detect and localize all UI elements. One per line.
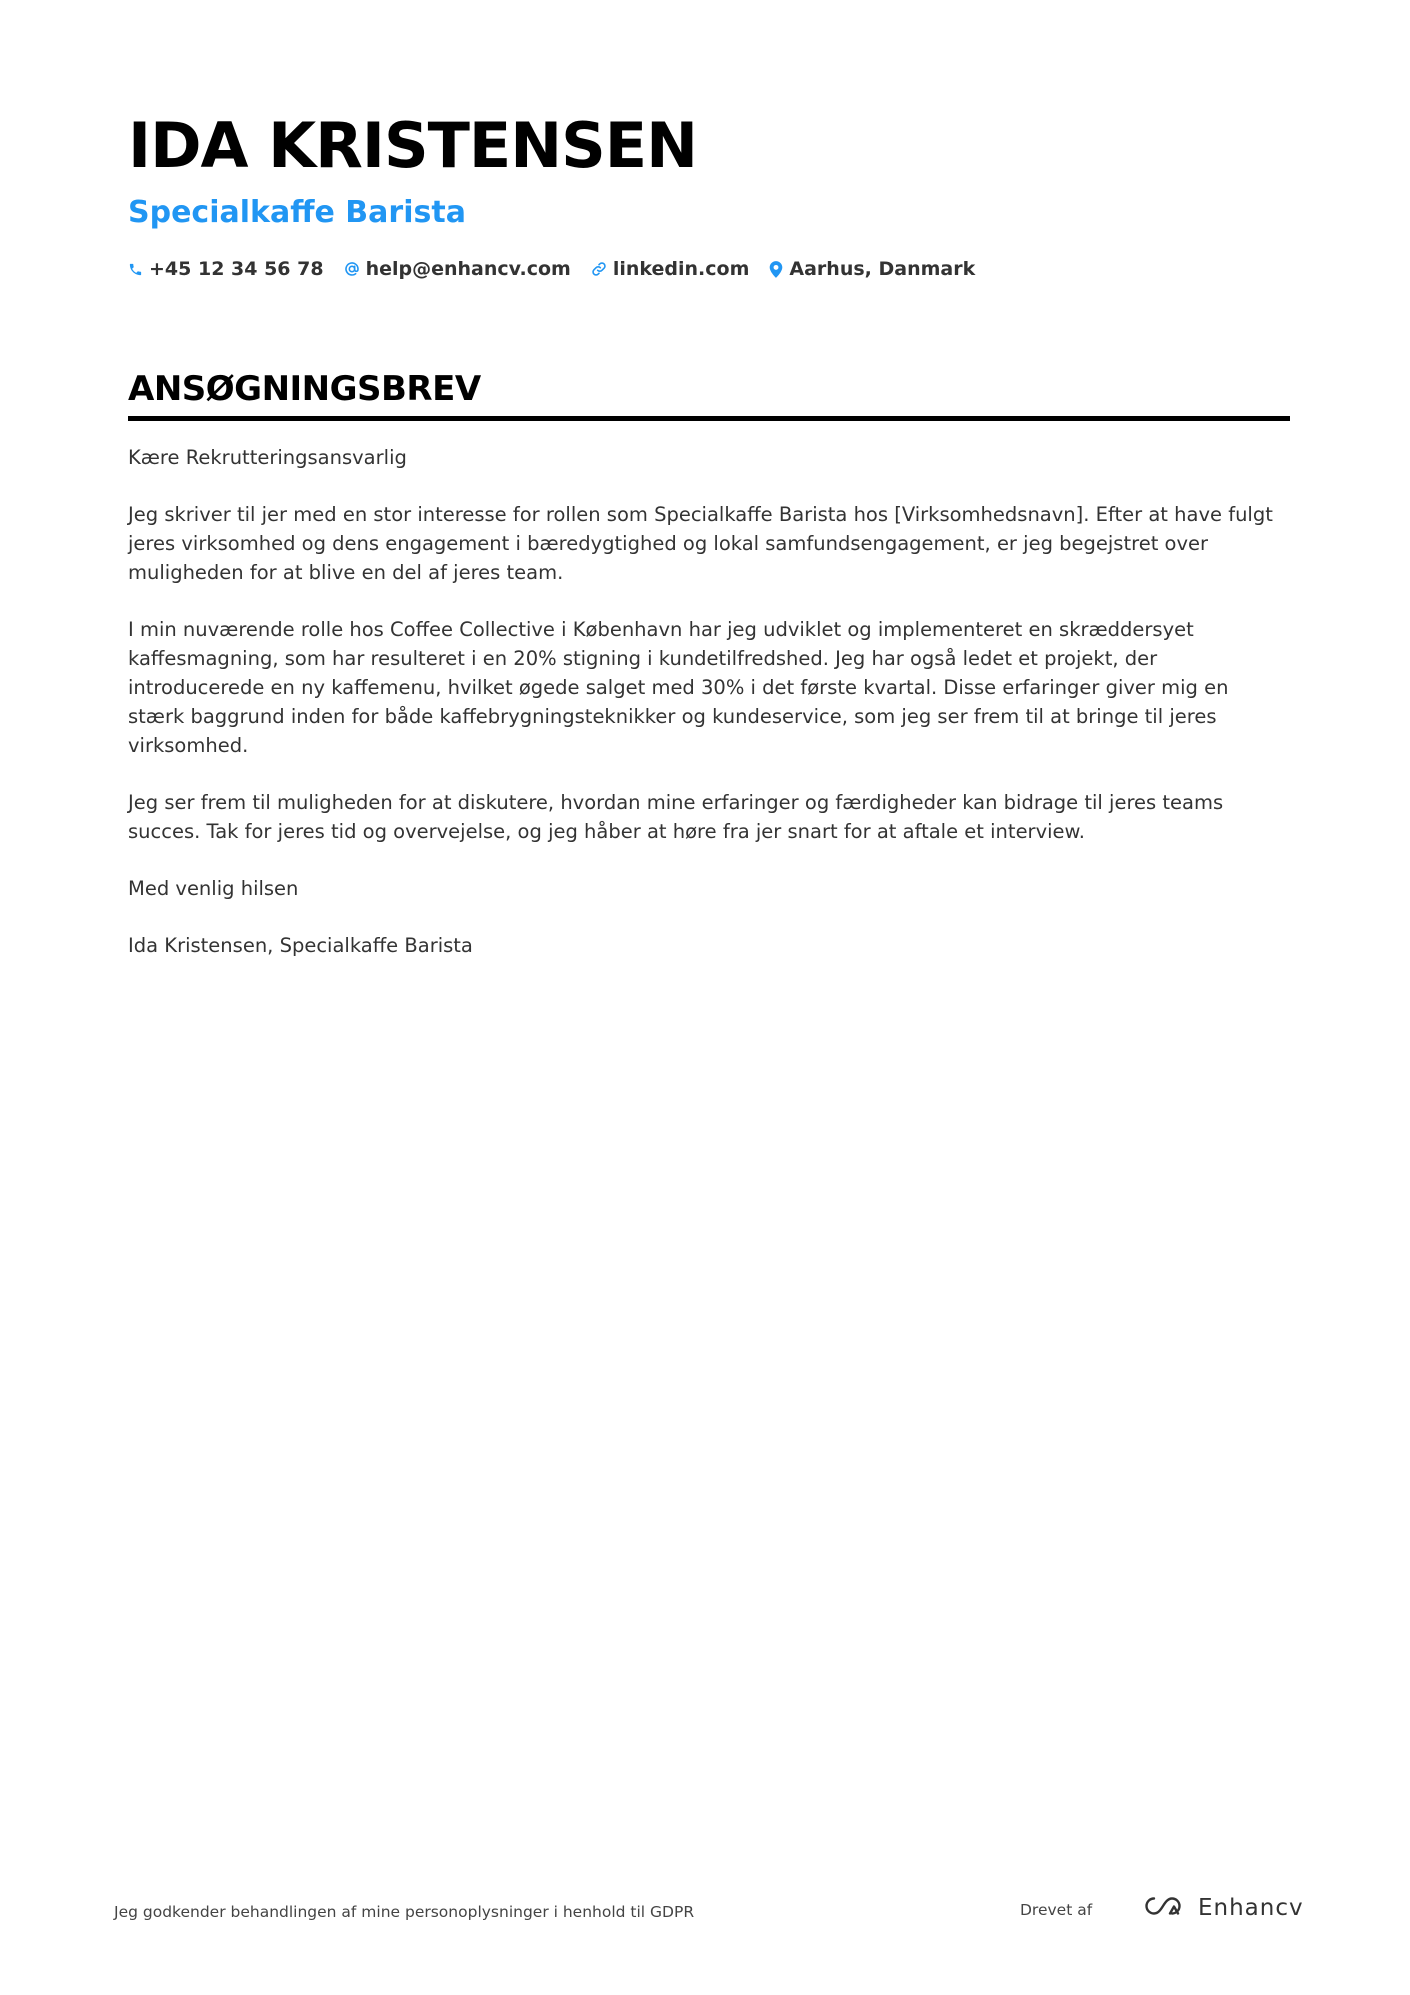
letter-signature: Ida Kristensen, Specialkaffe Barista xyxy=(128,934,473,957)
section-heading: ANSØGNINGSBREV xyxy=(128,368,1290,421)
contact-phone xyxy=(128,258,324,280)
enhancv-logo-icon xyxy=(1140,1893,1186,1923)
powered-by-label: Drevet af xyxy=(1020,1901,1093,1919)
contact-email[interactable] xyxy=(344,258,571,280)
contact-bar xyxy=(128,258,1288,280)
link-icon xyxy=(591,261,607,277)
applicant-title: Specialkaffe Barista xyxy=(128,195,466,230)
contact-linkedin[interactable] xyxy=(591,258,750,280)
email-text: help@enhancv.com xyxy=(365,258,571,280)
at-icon xyxy=(344,261,360,277)
phone-icon xyxy=(128,262,143,277)
letter-paragraph: Jeg ser frem til muligheden for at diskutere, hvordan mine erfaringer og færdigheder kan bidrage til jeres teams succes. Tak for jeres tid og overvejelse, og jeg håber at høre fra jer snart for at aftale et interview. xyxy=(128,791,1224,843)
page-footer xyxy=(114,1893,1304,1933)
cover-letter-section xyxy=(128,368,1290,988)
brand-link[interactable] xyxy=(1140,1893,1304,1923)
brand-name: Enhancv xyxy=(1198,1895,1304,1921)
letter-closing: Med venlig hilsen xyxy=(128,877,299,900)
applicant-name: IDA KRISTENSEN xyxy=(128,109,698,182)
letter-body xyxy=(128,443,1290,960)
location-text: Aarhus, Danmark xyxy=(789,258,976,280)
letter-paragraph: I min nuværende rolle hos Coffee Collective i København har jeg udviklet og implementeret en skræddersyet kaffesmagning, som har resulteret i en 20% stigning i kundetilfredshed. Jeg har også ledet et projekt, der introducerede en ny kaffemenu, hvilket øgede salget med 30% i det første kvartal. Disse erfaringer giver mig en stærk baggrund inden for både kaffebrygningsteknikker og kundeservice, som jeg ser frem til at bringe til jeres virksomhed. xyxy=(128,618,1229,757)
linkedin-text: linkedin.com xyxy=(612,258,750,280)
letter-greeting: Kære Rekrutteringsansvarlig xyxy=(128,446,407,469)
resume-header xyxy=(128,108,1288,280)
gdpr-consent-text: Jeg godkender behandlingen af mine personoplysninger i henhold til GDPR xyxy=(114,1903,695,1921)
contact-location xyxy=(769,258,975,280)
map-pin-icon xyxy=(769,261,783,278)
letter-paragraph: Jeg skriver til jer med en stor interesse for rollen som Specialkaffe Barista hos [Virksomhedsnavn]. Efter at have fulgt jeres virksomhed og dens engagement i bæredygtighed og lokal samfundsengagement, er jeg begejstret over muligheden for at blive en del af jeres team. xyxy=(128,503,1273,584)
phone-text: +45 12 34 56 78 xyxy=(149,258,324,280)
